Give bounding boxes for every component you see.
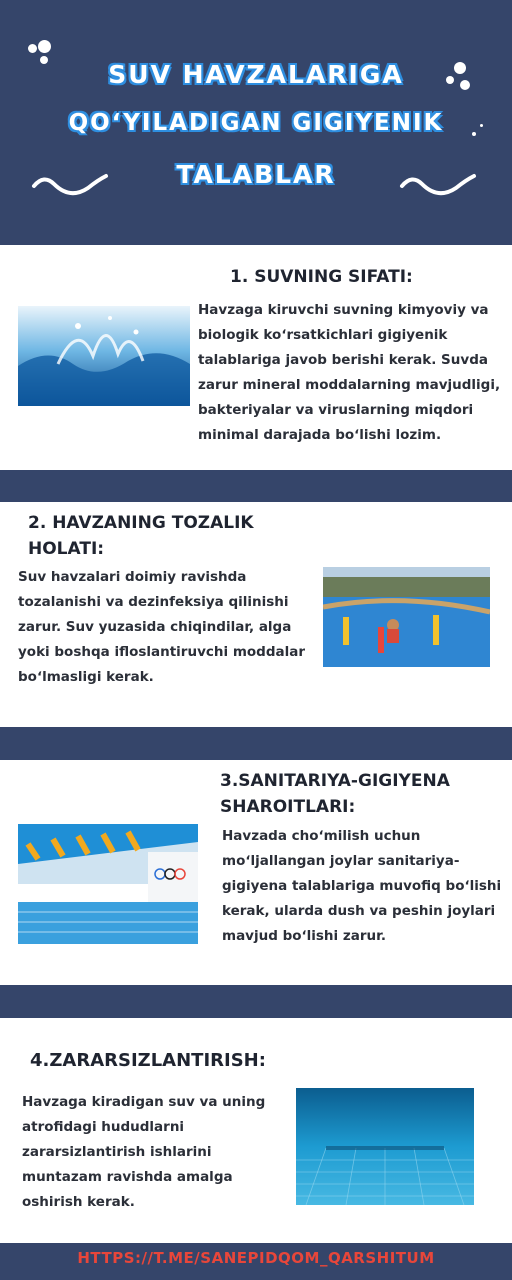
page-title-line3: TALABLAR — [176, 160, 336, 189]
section-3-title-line2: SHAROITLARI: — [220, 797, 356, 817]
pool-playground-image — [323, 567, 490, 667]
section-2-text: Suv havzalari doimiy ravishda tozalanishi va dezinfeksiya qilinishi zarur. Suv yuzasida chiqindilar, alga yoki boshqa ifloslantiruvchi moddalar boʻlmasligi kerak. — [18, 569, 305, 685]
section-4-title: 4.ZARARSIZLANTIRISH: — [30, 1050, 266, 1071]
bubble-icon — [28, 44, 37, 53]
section-2-title-line1: 2. HAVZANING TOZALIK — [28, 513, 254, 533]
divider-band — [0, 470, 512, 502]
bubble-icon — [480, 124, 483, 127]
bubble-icon — [472, 132, 476, 136]
bubble-icon — [38, 40, 51, 53]
telegram-link[interactable]: HTTPS://T.ME/SANEPIDQOM_QARSHITUM — [77, 1249, 435, 1267]
divider-band — [0, 727, 512, 760]
section-2-title-line2: HOLATI: — [28, 539, 105, 559]
section-1-text: Havzaga kiruvchi suvning kimyoviy va biologik koʻrsatkichlari gigiyenik talablariga javob berishi kerak. Suvda zarur mineral moddalarning mavjudligi, bakteriyalar va viruslarning miqdori minimal darajada boʻlishi lozim. — [198, 302, 501, 443]
section-1-title: 1. SUVNING SIFATI: — [230, 267, 413, 287]
footer-band — [0, 1243, 512, 1280]
page-title-line2: QO‘YILADIGAN GIGIYENIK — [68, 110, 444, 136]
section-3-title-line1: 3.SANITARIYA-GIGIYENA — [220, 771, 450, 791]
underwater-pool-image — [296, 1088, 474, 1205]
indoor-pool-image — [18, 824, 198, 944]
divider-band — [0, 985, 512, 1018]
water-splash-image — [18, 306, 190, 406]
section-4-text: Havzaga kiradigan suv va uning atrofidagi hududlarni zararsizlantirish ishlarini muntazam ravishda amalga oshirish kerak. — [22, 1094, 266, 1210]
page-title-line1: SUV HAVZALARIGA — [108, 60, 404, 89]
header-banner — [0, 0, 512, 245]
section-3-text: Havzada choʻmilish uchun moʻljallangan joylar sanitariya-gigiyena talablariga muvofiq boʻlishi kerak, ularda dush va peshin joylari mavjud boʻlishi zarur. — [222, 828, 502, 944]
